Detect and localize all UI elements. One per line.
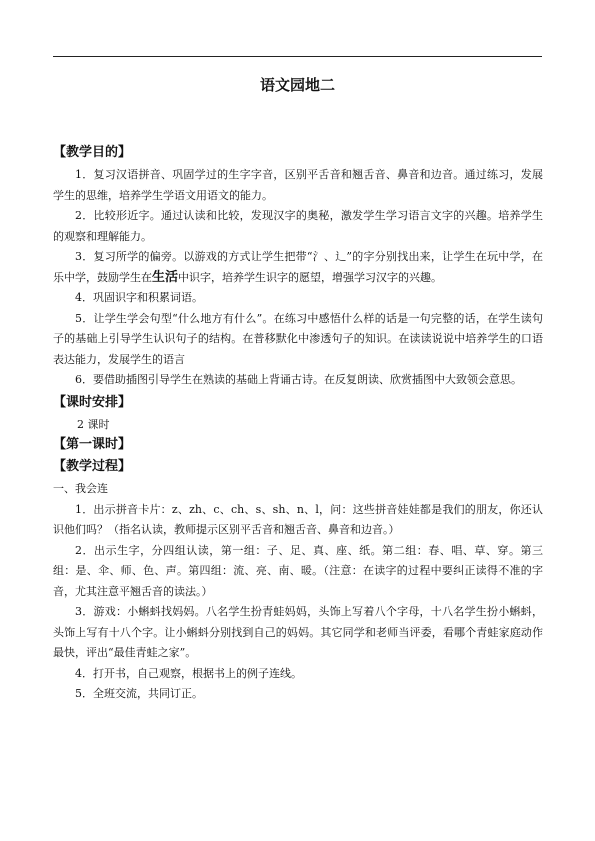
part1-title: 一、我会连	[53, 482, 108, 495]
step-item-4: 4．打开书，自己观察，根据书上的例子连线。	[75, 666, 302, 680]
goal-item-1: 1．复习汉语拼音、巩固学过的生字字音，区别平舌音和翘舌音、鼻音和边音。通过练习，发展学生的思维，培养学生学语文用语文的能力。	[53, 168, 543, 202]
goal-item-3-text: 3．复习所学的偏旁。以游戏的方式让学生把带“氵、辶”的字分别找出来，让学生在玩中学，在乐中学，鼓励学生在	[53, 250, 543, 284]
goals-heading: 【教学目的】	[53, 145, 132, 160]
goal-item-4: 4．巩固识字和积累词语。	[75, 291, 203, 304]
schedule-heading: 【课时安排】	[53, 394, 132, 410]
goal-item-5: 5．让学生学会句型“什么地方有什么”。在练习中感悟什么样的话是一句完整的话，在学生读句子的基础上引导学生认识句子的结构。在普移默化中渗透句子的知识。在读读说说中培养学生的口语表达能力，发展学生的语言	[53, 311, 543, 366]
step-item-3: 3．游戏：小蝌蚪找妈妈。八名学生扮青蛙妈妈，头饰上写着八个字母，十八名学生扮小蝌蚪，头饰上写有十八个字。让小蝌蚪分别找到自己的妈妈。其它同学和老师当评委，看哪个青蛙家庭动作最快，评出“最佳青蛙之家”。	[53, 605, 543, 659]
goal-item-6: 6．要借助插图引导学生在熟读的基础上背诵古诗。在反复朗读、欣赏插图中大致领会意思。	[75, 373, 522, 386]
step-item-2: 2．出示生字，分四组认读，第一组：子、足、真、座、纸。第二组：春、唱、草、穿。第三组：是、伞、师、色、声。第四组：流、亮、南、暖。（注意：在读字的过程中要纠正读得不准的字音，尤其注意平翘舌音的读法。）	[53, 543, 543, 598]
goal-item-3	[53, 247, 543, 288]
step-item-5: 5．全班交流，共同订正。	[75, 687, 203, 700]
lesson1-heading: 【第一课时】	[53, 437, 132, 452]
schedule-value: 2 课时	[77, 417, 110, 431]
step-item-1: 1．出示拼音卡片：z、zh、c、ch、s、sh、n、l，问：这些拼音娃娃都是我们的朋友，你还认识他们吗？（指名认读，教师提示区别平舌音和翘舌音、鼻音和边音。）	[53, 502, 543, 536]
goal-item-2: 2．比较形近字。通过认读和比较，发现汉字的奥秘，激发学生学习语言文字的兴趣。培养学生的观察和理解能力。	[53, 209, 543, 243]
page-title: 语文园地二	[259, 76, 335, 94]
goal-item-3-tail: 中识字，培养学生识字的愿望，增强学习汉字的兴趣。	[178, 270, 443, 284]
goal-item-3-emphasis: 生活	[152, 269, 179, 285]
process-heading: 【教学过程】	[53, 459, 132, 474]
document-body	[53, 143, 543, 705]
header-rule	[53, 56, 542, 57]
